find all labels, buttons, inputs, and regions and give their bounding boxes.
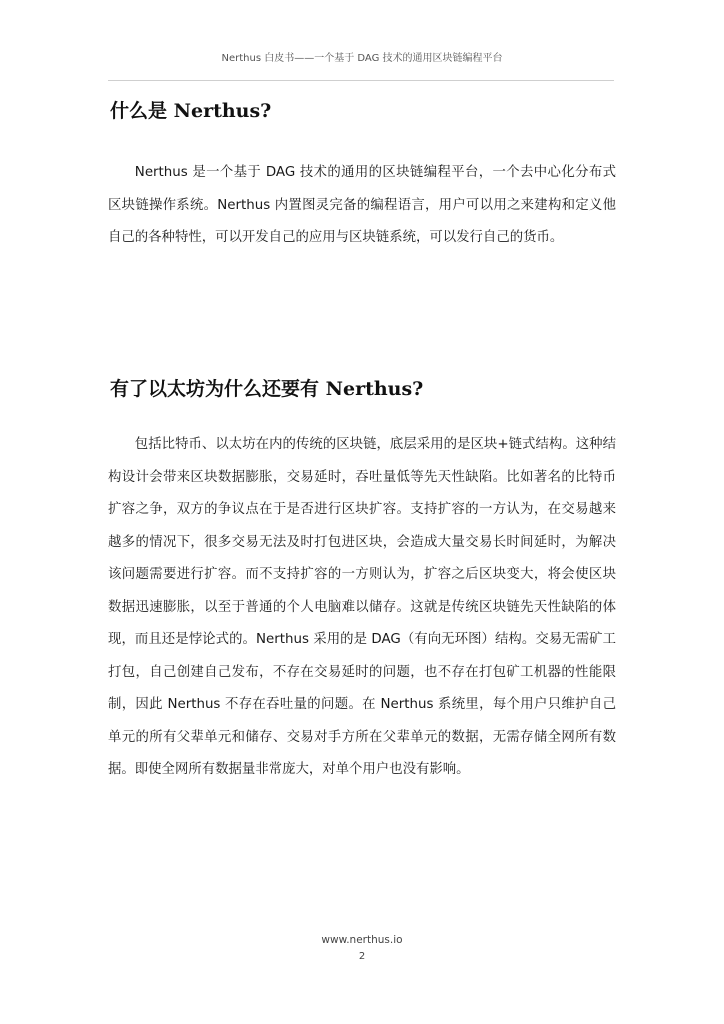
footer-page-number: 2	[358, 951, 366, 962]
section-paragraph-why-nerthus: 包括比特币、以太坊在内的传统的区块链，底层采用的是区块+链式结构。这种结构设计会带来区块数据膨胀，交易延时，吞吐量低等先天性缺陷。比如著名的比特币扩容之争，双方的争议点在于是否进行区块扩容。支持扩容的一方认为，在交易越来越多的情况下，很多交易无法及时打包进区块，会造成大量交易长时间延时，为解决该问题需要进行扩容。而不支持扩容的一方则认为，扩容之后区块变大，将会使区块数据迅速膨胀，以至于普通的个人电脑难以储存。这就是传统区块链先天性缺陷的体现，而且还是悖论式的。Nerthus 采用的是 DAG（有向无环图）结构。交易无需矿工打包，自己创建自己发布，不存在交易延时的问题，也不存在打包矿工机器的性能限制，因此 Nerthus 不存在吞吐量的问题。在 Nerthus 系统里，每个用户只维护自己单元的所有父辈单元和储存、交易对手方所在父辈单元的数据，无需存储全网所有数据。即使全网所有数据量非常庞大，对单个用户也没有影响。	[108, 437, 616, 777]
section-heading-why-nerthus: 有了以太坊为什么还要有 Nerthus?	[110, 378, 424, 400]
running-header: Nerthus 白皮书——一个基于 DAG 技术的通用区块链编程平台	[221, 53, 503, 64]
section-paragraph-what-is-nerthus: Nerthus 是一个基于 DAG 技术的通用的区块链编程平台，一个去中心化分布式区块链操作系统。Nerthus 内置图灵完备的编程语言，用户可以用之来建构和定义他自己的各种特性，可以开发自己的应用与区块链系统，可以发行自己的货币。	[108, 165, 616, 245]
section-heading-what-is-nerthus: 什么是 Nerthus?	[110, 100, 272, 122]
header-divider	[108, 80, 614, 81]
footer-website-url: www.nerthus.io	[321, 934, 403, 946]
